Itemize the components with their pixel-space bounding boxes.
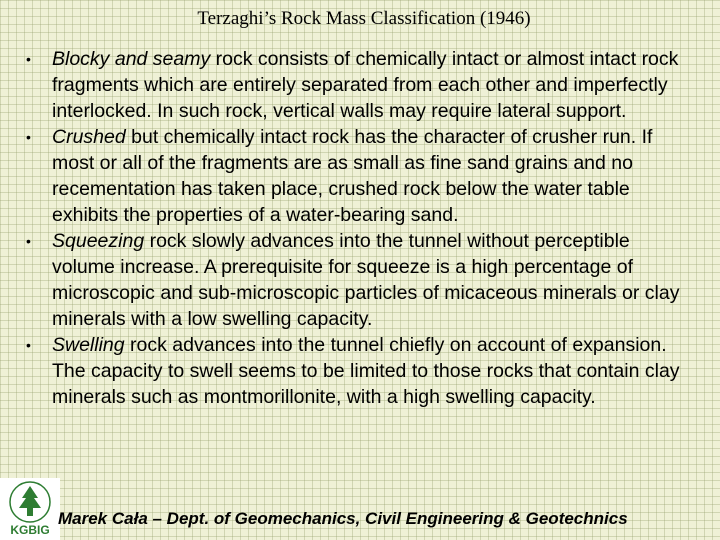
bullet-item-crushed [24, 124, 696, 228]
footer-credit: Marek Cała – Dept. of Geomechanics, Civil Engineering & Geotechnics [58, 509, 628, 528]
logo-text: KGBIG [10, 523, 50, 537]
tree-emblem-icon [0, 478, 60, 540]
bullet-icon: • [26, 337, 31, 353]
bullet-icon: • [26, 233, 31, 249]
bullet-term: Blocky and seamy [52, 48, 211, 70]
bullet-text: rock slowly advances into the tunnel without perceptible volume increase. A prerequisite for squeeze is a high percentage of microscopic and sub-microscopic particles of micaceous minerals or clay minerals with a low swelling capacity. [52, 230, 680, 330]
bullet-text: rock advances into the tunnel chiefly on account of expansion. The capacity to swell seems to be limited to those rocks that contain clay minerals such as montmorillonite, with a high swelling capacity. [52, 334, 680, 408]
bullet-term: Swelling [52, 334, 125, 356]
bullet-icon: • [26, 129, 31, 145]
bullet-text: rock consists of chemically intact or almost intact rock fragments which are entirely separated from each other and imperfectly interlocked. In such rock, vertical walls may require lateral support. [52, 48, 679, 122]
bullet-text: but chemically intact rock has the character of crusher run. If most or all of the fragments are as small as fine sand grains and no recementation has taken place, crushed rock below the water table exhibits the properties of a water-bearing sand. [52, 126, 653, 226]
bullet-item-blocky [24, 46, 696, 124]
bullet-item-squeezing [24, 228, 696, 332]
kgbig-logo [0, 478, 60, 540]
bullet-icon: • [26, 51, 31, 67]
bullet-term: Squeezing [52, 230, 145, 252]
bullet-list [24, 46, 696, 410]
bullet-item-swelling [24, 332, 696, 410]
page-title: Terzaghi’s Rock Mass Classification (1946) [197, 8, 531, 29]
bullet-term: Crushed [52, 126, 126, 148]
